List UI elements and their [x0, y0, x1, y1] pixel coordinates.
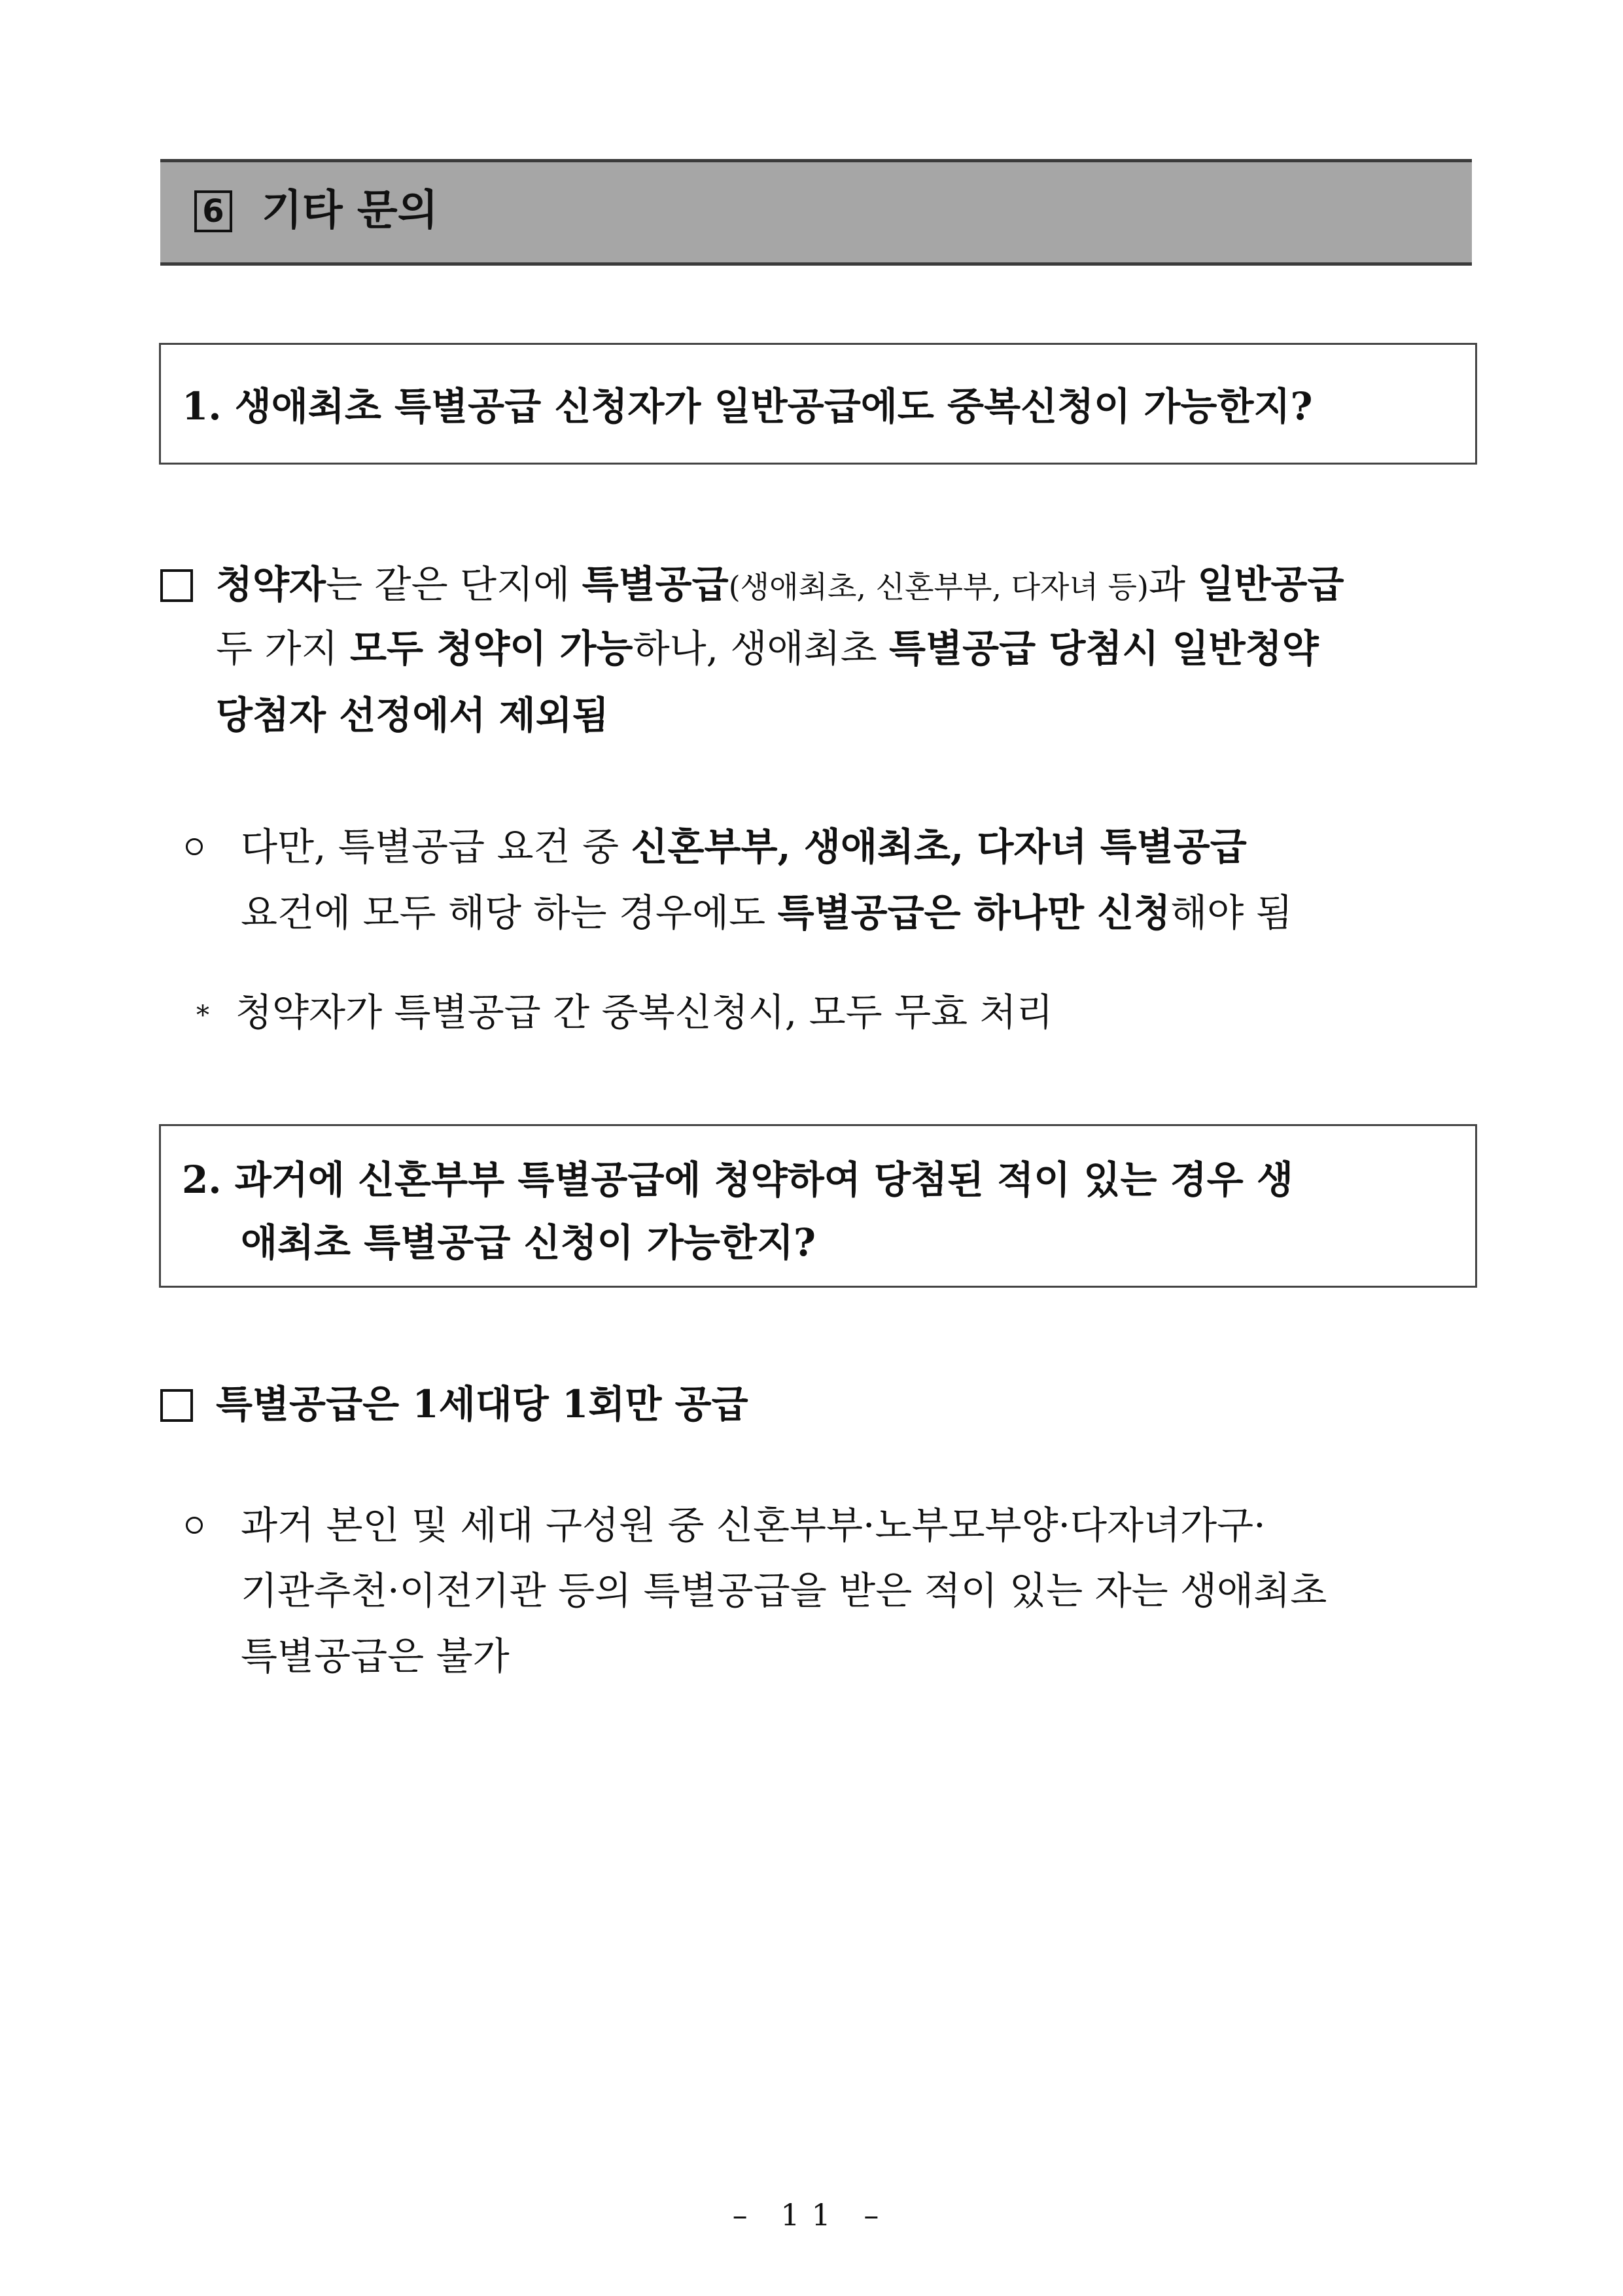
bullet-1-line-2: 요건에 모두 해당 하는 경우에도 특별공급은 하나만 신청해야 됨	[241, 891, 1293, 935]
asterisk-icon: *	[196, 1000, 209, 1031]
checkbox-square-icon	[160, 569, 193, 602]
checkbox-square-icon	[160, 1389, 193, 1422]
question-box-1	[159, 343, 1477, 465]
answer-1-line-3: 당첨자 선정에서 제외됨	[216, 693, 609, 737]
bullet-circle-icon	[186, 838, 203, 855]
question-box-2	[159, 1124, 1477, 1288]
question-2-line-1: 2. 과거에 신혼부부 특별공급에 청약하여 당첨된 적이 있는 경우 생	[182, 1157, 1294, 1202]
bullet-2-line-1: 과거 본인 및 세대 구성원 중 신혼부부·노부모부양·다자녀가구·	[241, 1503, 1266, 1547]
answer-2-text: 특별공급은 1세대당 1회만 공급	[216, 1382, 748, 1426]
answer-1-line-1: 청약자는 같은 단지에 특별공급(생애최초, 신혼부부, 다자녀 등)과 일반공급	[216, 562, 1344, 607]
section-title: 기타 문의	[262, 186, 438, 235]
bullet-2-line-3: 특별공급은 불가	[241, 1634, 510, 1678]
note-1-text: 청약자가 특별공급 간 중복신청시, 모두 무효 처리	[236, 990, 1053, 1034]
answer-1-line-2: 두 가지 모두 청약이 가능하나, 생애최초 특별공급 당첨시 일반청약	[216, 626, 1319, 671]
page-number: – 11 –	[732, 2197, 891, 2233]
bullet-1-line-1: 다만, 특별공급 요건 중 신혼부부, 생애최초, 다자녀 특별공급	[241, 824, 1247, 869]
question-1-title: 1. 생애최초 특별공급 신청자가 일반공급에도 중복신청이 가능한지?	[182, 384, 1313, 429]
section-number: 6	[194, 190, 232, 232]
bullet-circle-icon	[186, 1517, 203, 1534]
question-2-line-2: 애최초 특별공급 신청이 가능한지?	[241, 1220, 816, 1265]
section-header	[160, 159, 1472, 266]
bullet-2-line-2: 기관추천·이전기관 등의 특별공급을 받은 적이 있는 자는 생애최초	[241, 1568, 1327, 1613]
